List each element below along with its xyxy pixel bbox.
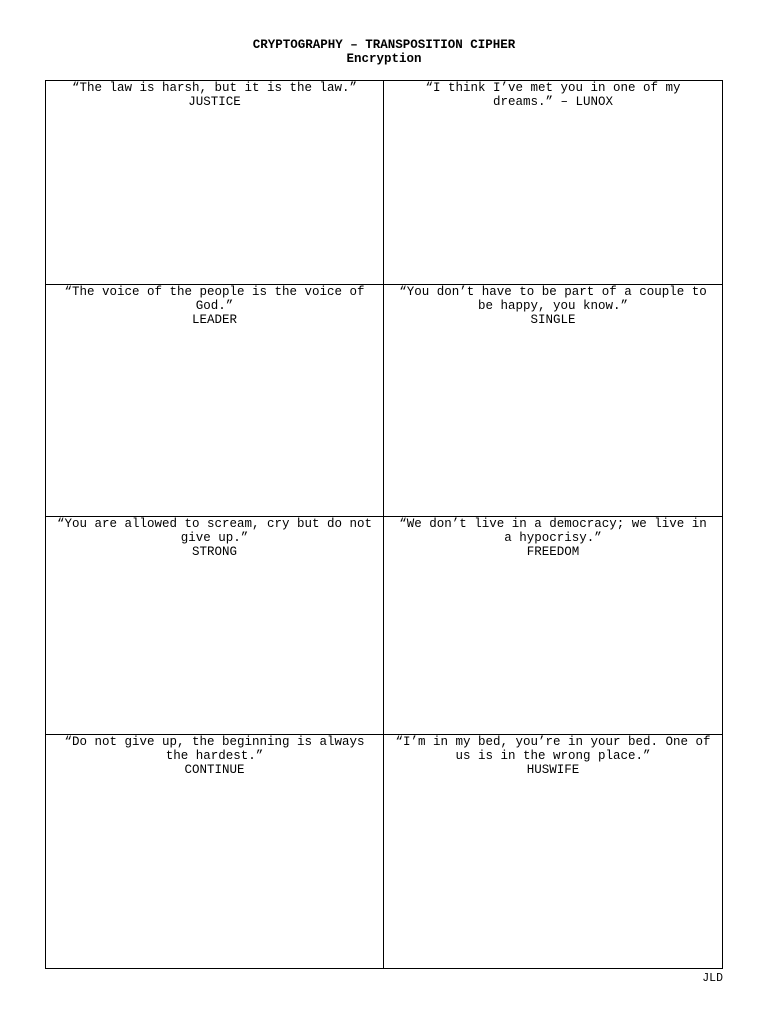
cipher-keyword: LEADER <box>191 313 237 327</box>
cipher-keyword: JUSTICE <box>188 95 241 109</box>
worksheet-title: CRYPTOGRAPHY – TRANSPOSITION CIPHER <box>252 38 516 52</box>
quote-cell <box>384 81 722 285</box>
quote-cell <box>46 285 384 517</box>
quote-cell <box>384 285 722 517</box>
cipher-keyword: SINGLE <box>530 313 576 327</box>
worksheet-header <box>0 38 768 66</box>
author-initials: JLD <box>702 972 723 985</box>
quote-text: “You are allowed to scream, cry but do not give up.” <box>56 517 373 545</box>
quote-cell <box>384 517 722 735</box>
quote-cell <box>46 517 384 735</box>
quote-text: “You don’t have to be part of a couple to be happy, you know.” <box>399 285 707 313</box>
quote-cell <box>46 735 384 968</box>
quote-text: “Do not give up, the beginning is always the hardest.” <box>64 735 365 763</box>
worksheet-subtitle: Encryption <box>346 52 422 66</box>
quote-text: “The law is harsh, but it is the law.” <box>71 81 358 95</box>
quote-text: “We don’t live in a democracy; we live in a hypocrisy.” <box>399 517 707 545</box>
quote-grid <box>45 80 723 969</box>
cipher-keyword: CONTINUE <box>184 763 245 777</box>
quote-text: “The voice of the people is the voice of God.” <box>64 285 365 313</box>
quote-cell <box>384 735 722 968</box>
quote-cell <box>46 81 384 285</box>
cipher-keyword: STRONG <box>191 545 237 559</box>
quote-text: “I’m in my bed, you’re in your bed. One of us is in the wrong place.” <box>395 735 711 763</box>
cipher-keyword: FREEDOM <box>526 545 580 559</box>
quote-text: “I think I’ve met you in one of my dreams.” – LUNOX <box>425 81 681 109</box>
cipher-keyword: HUSWIFE <box>526 763 580 777</box>
